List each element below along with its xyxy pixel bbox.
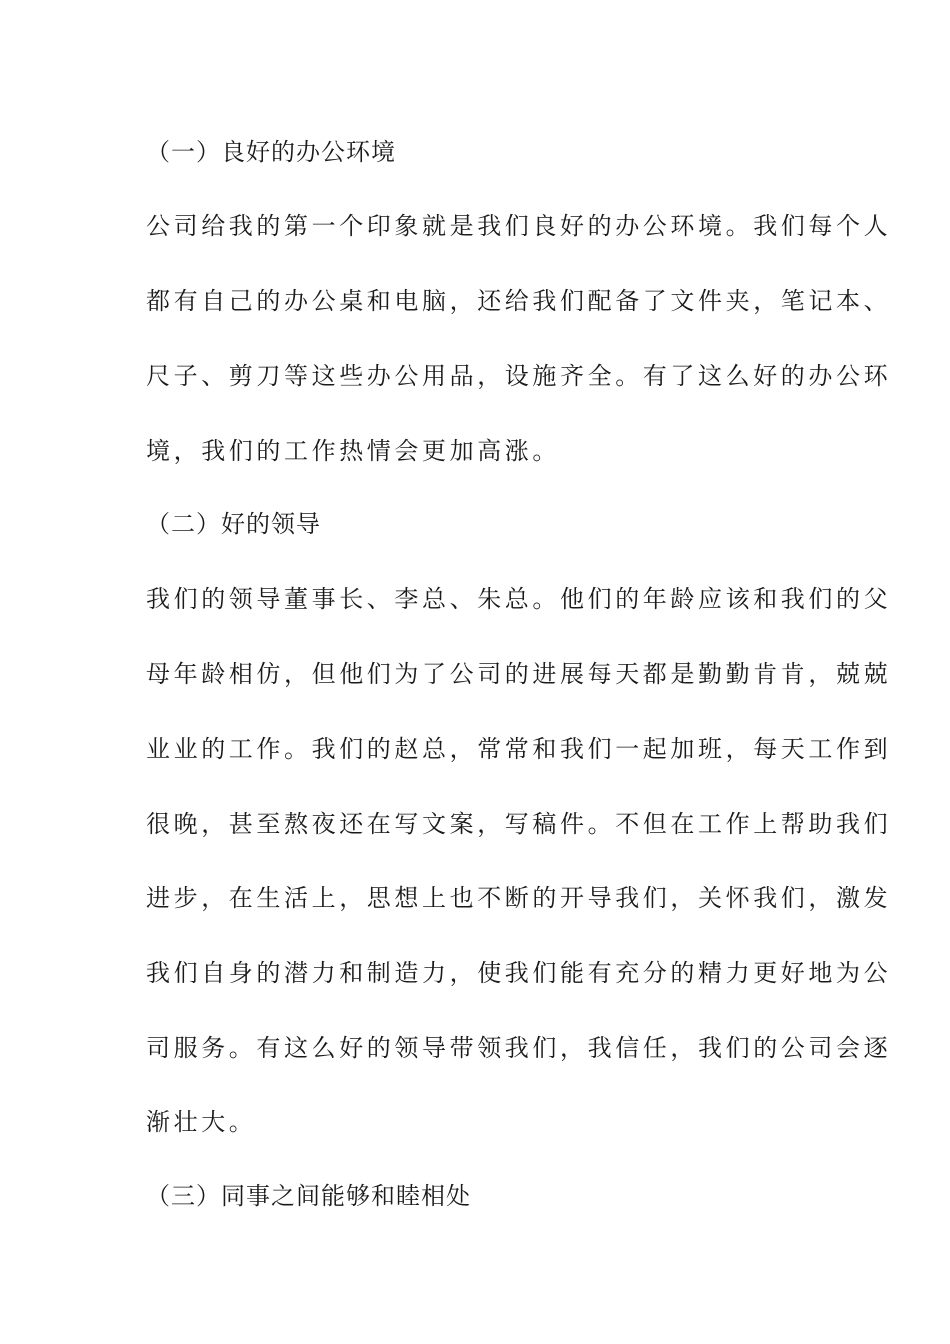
paragraph-line: 公司给我的第一个印象就是我们良好的办公环境。我们每个人 [146,212,892,240]
paragraph-line: 渐壮大。 [146,1108,257,1136]
paragraph-line: 母年龄相仿，但他们为了公司的进展每天都是勤勤肯肯，兢兢 [146,660,892,688]
paragraph-line: 司服务。有这么好的领导带领我们，我信任，我们的公司会逐 [146,1034,892,1062]
paragraph-line: 业业的工作。我们的赵总，常常和我们一起加班，每天工作到 [146,735,892,763]
paragraph-line: 我们自身的潜力和制造力，使我们能有充分的精力更好地为公 [146,959,892,987]
section-heading-colleague-harmony: （三）同事之间能够和睦相处 [146,1182,471,1210]
paragraph-line: 尺子、剪刀等这些办公用品，设施齐全。有了这么好的办公环 [146,362,892,390]
paragraph-line: 我们的领导董事长、李总、朱总。他们的年龄应该和我们的父 [146,585,892,613]
section-heading-office-environment: （一）良好的办公环境 [146,138,396,166]
paragraph-line: 进步，在生活上，思想上也不断的开导我们，关怀我们，激发 [146,884,892,912]
paragraph-line: 境，我们的工作热情会更加高涨。 [146,437,560,465]
paragraph-line: 很晚，甚至熬夜还在写文案，写稿件。不但在工作上帮助我们 [146,810,892,838]
paragraph-line: 都有自己的办公桌和电脑，还给我们配备了文件夹，笔记本、 [146,287,892,315]
section-heading-good-leaders: （二）好的领导 [146,510,321,538]
